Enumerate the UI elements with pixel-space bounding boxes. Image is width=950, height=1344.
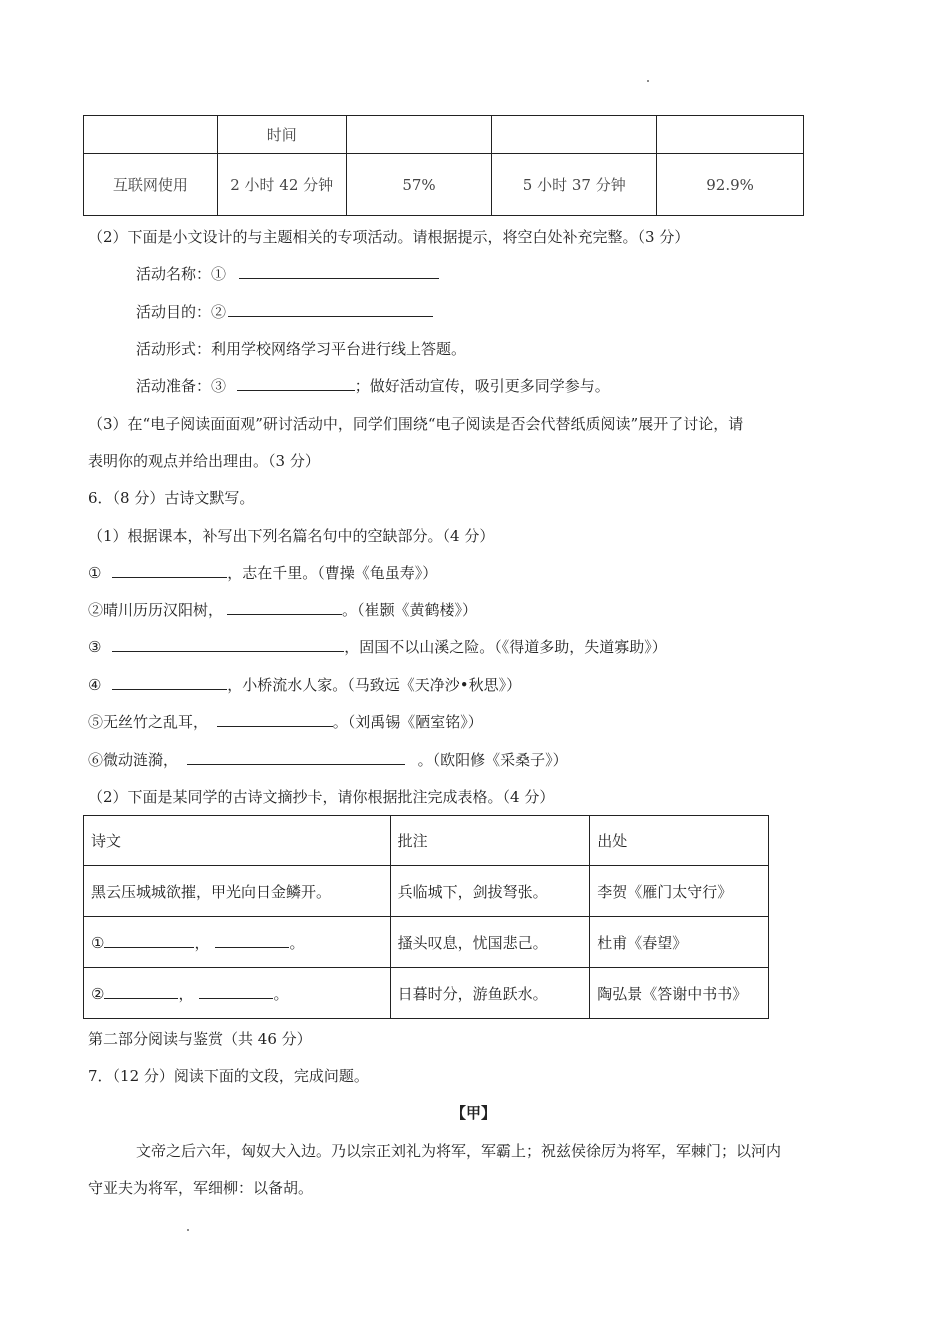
part2-heading: 第二部分阅读与鉴赏（共 46 分） <box>88 1030 312 1048</box>
recite-prefix: ① <box>88 564 102 582</box>
table-row <box>84 968 769 1019</box>
poem-prefix: ① <box>91 933 105 952</box>
excerpt-card-table <box>83 815 769 1019</box>
recite-suffix: ，小桥流水人家。（马致远《天净沙•秋思》） <box>227 676 522 694</box>
q5-part3-line1: （3）在“电子阅读面面观”研讨活动中，同学们围绕“电子阅读是否会代替纸质阅读”展开了讨论，请 <box>88 415 744 433</box>
poem-cell: 黑云压城城欲摧，甲光向日金鳞开。 <box>84 866 391 917</box>
activity-purpose-label: 活动目的：② <box>136 303 227 321</box>
answer-blank[interactable] <box>227 600 342 615</box>
source-cell: 李贺《雁门太守行》 <box>590 866 769 917</box>
poem-separator: ， <box>178 984 194 1003</box>
note-cell: 日暮时分，游鱼跃水。 <box>390 968 590 1019</box>
recite-item <box>88 637 667 657</box>
table-header-row <box>84 816 769 866</box>
poem-separator: ， <box>194 933 210 952</box>
table-cell <box>84 116 218 154</box>
answer-blank[interactable] <box>104 933 194 948</box>
poem-cell <box>84 968 391 1019</box>
recite-prefix: ②晴川历历汉阳树， <box>88 601 224 619</box>
passage-line-2: 守亚夫为将军，军细柳：以备胡。 <box>88 1179 314 1197</box>
poem-prefix: ② <box>91 984 105 1003</box>
table-cell: 时间 <box>217 116 346 154</box>
recite-item <box>88 563 437 583</box>
scan-dot-top <box>647 80 649 82</box>
q5-part3-line2: 表明你的观点并给出理由。（3 分） <box>88 452 320 470</box>
answer-blank[interactable] <box>112 637 344 652</box>
table-row <box>84 917 769 968</box>
recite-suffix: 。（刘禹锡《陋室铭》） <box>332 713 483 731</box>
q5-part2-prompt: （2）下面是小文设计的与主题相关的专项活动。请根据提示，将空白处补充完整。（3 分） <box>88 228 690 246</box>
answer-blank[interactable] <box>217 712 333 727</box>
poem-end: 。 <box>289 933 305 952</box>
note-cell: 兵临城下，剑拔弩张。 <box>390 866 590 917</box>
answer-blank[interactable] <box>228 302 433 317</box>
q7-title: 7．（12 分）阅读下面的文段，完成问题。 <box>88 1067 369 1085</box>
poem-cell <box>84 917 391 968</box>
recite-suffix: 。（欧阳修《采桑子》） <box>417 751 568 769</box>
recite-suffix: 。（崔颢《黄鹤楼》） <box>342 601 478 619</box>
q6-part1-prompt: （1）根据课本，补写出下列名篇名句中的空缺部分。（4 分） <box>88 527 495 545</box>
table-cell: 互联网使用 <box>84 154 218 216</box>
recite-item <box>88 675 521 695</box>
table-cell <box>657 116 804 154</box>
table-row <box>84 116 804 154</box>
table-row <box>84 154 804 216</box>
q6-part2-prompt: （2）下面是某同学的古诗文摘抄卡，请你根据批注完成表格。（4 分） <box>88 788 555 806</box>
table-row <box>84 866 769 917</box>
table-cell: 57% <box>346 154 492 216</box>
table-cell <box>492 116 657 154</box>
usage-table <box>83 115 804 216</box>
scan-dot-bottom <box>187 1229 189 1231</box>
activity-name-line <box>136 264 439 284</box>
answer-blank[interactable] <box>239 264 439 279</box>
answer-blank[interactable] <box>187 750 405 765</box>
answer-blank[interactable] <box>237 376 355 391</box>
passage-line-1: 文帝之后六年，匈奴大入边。乃以宗正刘礼为将军，军霸上；祝兹侯徐厉为将军，军棘门；以河内 <box>136 1142 782 1160</box>
activity-form-line: 活动形式：利用学校网络学习平台进行线上答题。 <box>136 340 467 358</box>
column-header: 出处 <box>590 816 769 866</box>
q6-title: 6．（8 分）古诗文默写。 <box>88 489 255 507</box>
recite-prefix: ⑤无丝竹之乱耳， <box>88 713 209 731</box>
column-header: 批注 <box>390 816 590 866</box>
activity-prep-suffix: ；做好活动宣传，吸引更多同学参与。 <box>354 377 610 395</box>
answer-blank[interactable] <box>112 563 227 578</box>
source-cell: 陶弘景《答谢中书书》 <box>590 968 769 1019</box>
note-cell: 搔头叹息，忧国悲己。 <box>390 917 590 968</box>
answer-blank[interactable] <box>215 933 289 948</box>
recite-suffix: ，志在千里。（曹操《龟虽寿》） <box>227 564 438 582</box>
table-cell: 2 小时 42 分钟 <box>217 154 346 216</box>
answer-blank[interactable] <box>199 984 273 999</box>
recite-prefix: ⑥微动涟漪， <box>88 751 179 769</box>
activity-prep-line <box>136 376 610 396</box>
source-cell: 杜甫《春望》 <box>590 917 769 968</box>
recite-prefix: ④ <box>88 676 102 694</box>
table-cell <box>346 116 492 154</box>
recite-item <box>88 600 477 620</box>
section-label-jia: 【甲】 <box>451 1104 497 1122</box>
answer-blank[interactable] <box>104 984 178 999</box>
recite-item <box>88 750 568 770</box>
column-header: 诗文 <box>84 816 391 866</box>
activity-prep-label: 活动准备：③ <box>136 377 227 395</box>
poem-end: 。 <box>273 984 289 1003</box>
recite-item <box>88 712 483 732</box>
activity-purpose-line <box>136 302 433 322</box>
recite-suffix: ，固国不以山溪之险。（《得道多助，失道寡助》） <box>344 638 667 656</box>
activity-name-label: 活动名称：① <box>136 265 227 283</box>
table-cell: 92.9% <box>657 154 804 216</box>
recite-prefix: ③ <box>88 638 102 656</box>
answer-blank[interactable] <box>112 675 227 690</box>
table-cell: 5 小时 37 分钟 <box>492 154 657 216</box>
